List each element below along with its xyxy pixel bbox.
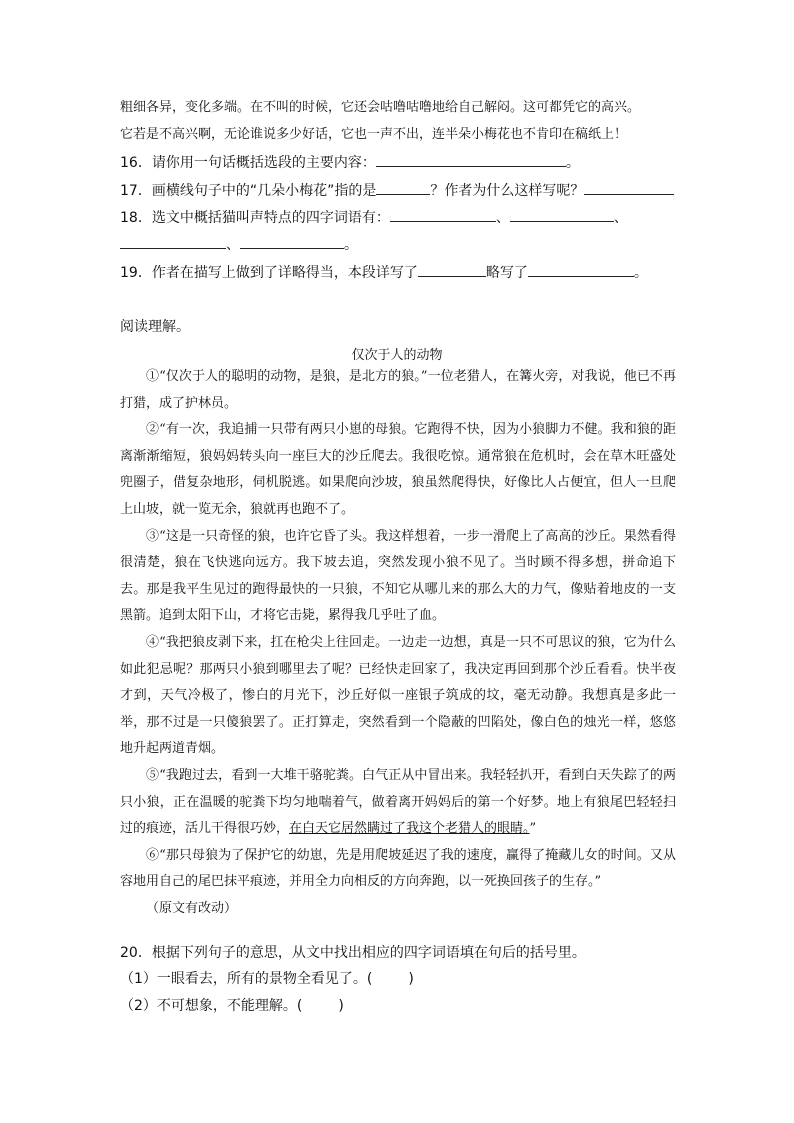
question-16: [120, 152, 580, 172]
passage-paragraph-2: ②“有一次，我追捕一只带有两只小崽的母狼。它跑得不快，因为小狼脚力不健。我和狼的距离渐渐缩短，狼妈妈转头向一座巨大的沙丘爬去。我很吃惊。通常狼在危机时，会在草木旺盛处兜圈子，借复杂地形，伺机脱逃。如果爬向沙坡，狼虽然爬得快，好像比人占便宜，但人一旦爬上山坡，就一览无余，狼就再也跑不了。: [120, 422, 676, 517]
passage-title: 仅次于人的动物: [351, 348, 443, 363]
question-18-sep-3: 、: [226, 237, 240, 253]
passage-paragraph-4: ④“我把狼皮剥下来，扛在枪尖上往回走。一边走一边想，真是一只不可思议的狼，它为什么如此犯忌呢？那两只小狼到哪里去了呢？已经快走回家了，我决定再回到那个沙丘看看。快半夜才到，天气冷极了，惨白的月光下，沙丘好似一座银子筑成的坟，毫无动静。我想真是多此一举，那不过是一只傻狼罢了。正打算走，突然看到一个隐蔽的凹陷处，像白色的烛光一样，悠悠地升起两道青烟。: [120, 634, 676, 757]
question-18-sep-2: 、: [613, 210, 628, 226]
passage-body: [120, 364, 676, 922]
answer-blank-16[interactable]: [376, 152, 566, 167]
answer-blank-17a[interactable]: [376, 180, 430, 195]
passage-paragraph-5: [120, 763, 676, 843]
question-16-end: 。: [565, 155, 580, 171]
question-20-2-text: （2）不可想象，不能理解。(: [120, 998, 303, 1014]
answer-blank-17b[interactable]: [584, 180, 674, 195]
section-heading: 阅读理解。: [120, 319, 190, 335]
answer-blank-18d[interactable]: [240, 234, 344, 249]
answer-blank-18c[interactable]: [120, 234, 226, 249]
question-20-2: [120, 995, 344, 1015]
passage-paragraph-3: ③“这是一只奇怪的狼，也许它昏了头。我这样想着，一步一滑爬上了高高的沙丘。果然看得很清楚，狼在飞快逃向远方。我下坡去追，突然发现小狼不见了。当时顾不得多想，拼命追下去。那是我平生见过的跑得最快的一只狼，不知它从哪儿来的那么大的力气，像贴着地皮的一支黑箭。追到太阳下山，才将它击毙，累得我几乎吐了血。: [120, 528, 676, 624]
question-17-text-a: 17．画横线句子中的“几朵小梅花”指的是: [120, 183, 377, 199]
intro-line-2: 它若是不高兴啊，无论谁说多少好话，它也一声不出，连半朵小梅花也不肯印在稿纸上！: [120, 127, 628, 142]
answer-blank-18b[interactable]: [510, 207, 614, 222]
question-19: [120, 262, 648, 282]
question-19-text-a: 19．作者在描写上做到了详略得当，本段详写了: [120, 265, 418, 281]
question-18-sep-1: 、: [495, 210, 510, 226]
intro-line-1: 粗细各异，变化多端。在不叫的时候，它还会咕噜咕噜地给自己解闷。这可都凭它的高兴。: [120, 100, 641, 115]
answer-blank-19a[interactable]: [418, 262, 486, 277]
question-17: [120, 180, 674, 200]
underlined-sentence: 在白天它居然瞒过了我这个老猎人的眼睛。: [289, 821, 530, 837]
passage-paragraph-5-end: ”: [529, 821, 537, 837]
question-18-text: 18．选文中概括猫叫声特点的四字词语有：: [120, 210, 390, 226]
answer-blank-18a[interactable]: [390, 207, 496, 222]
question-19-end: 。: [633, 265, 648, 281]
question-20: 20．根据下列句子的意思，从文中找出相应的四字词语填在句后的括号里。: [120, 945, 586, 961]
question-20-2-close: ): [338, 998, 344, 1014]
source-note: （原文有改动）: [146, 900, 238, 916]
question-20-1-close: ): [408, 971, 414, 987]
question-18-continued: [120, 234, 358, 254]
question-16-text: 16．请你用一句话概括选段的主要内容：: [120, 155, 376, 171]
question-18: [120, 207, 628, 227]
passage-paragraph-6: ⑥“那只母狼为了保护它的幼崽，先是用爬坡延迟了我的速度，赢得了掩藏儿女的时间。又从容地用自己的尾巴抹平痕迹，并用全力向相反的方向奔跑，以一死换回孩子的生存。”: [120, 847, 676, 890]
question-20-1-text: （1）一眼看去，所有的景物全看见了。(: [120, 971, 373, 987]
question-19-text-b: 略写了: [485, 265, 528, 281]
question-17-text-b: ？作者为什么这样写呢？: [430, 183, 585, 199]
question-18-end: 。: [344, 237, 358, 253]
passage-paragraph-1: ①“仅次于人的聪明的动物，是狼，是北方的狼。”一位老猎人，在篝火旁，对我说，他已不再打猎，成了护林员。: [120, 369, 676, 411]
passage-paragraph-5-text: ⑤“我跑过去，看到一大堆干骆驼粪。白气正从中冒出来。我轻轻扒开，看到白天失踪了的两只小狼，正在温暖的驼粪下均匀地喘着气，做着离开妈妈后的第一个好梦。地上有狼尾巴轻轻扫过的痕迹，活儿干得很巧妙，: [120, 767, 676, 837]
answer-blank-19b[interactable]: [528, 262, 634, 277]
question-20-1: [120, 968, 414, 988]
